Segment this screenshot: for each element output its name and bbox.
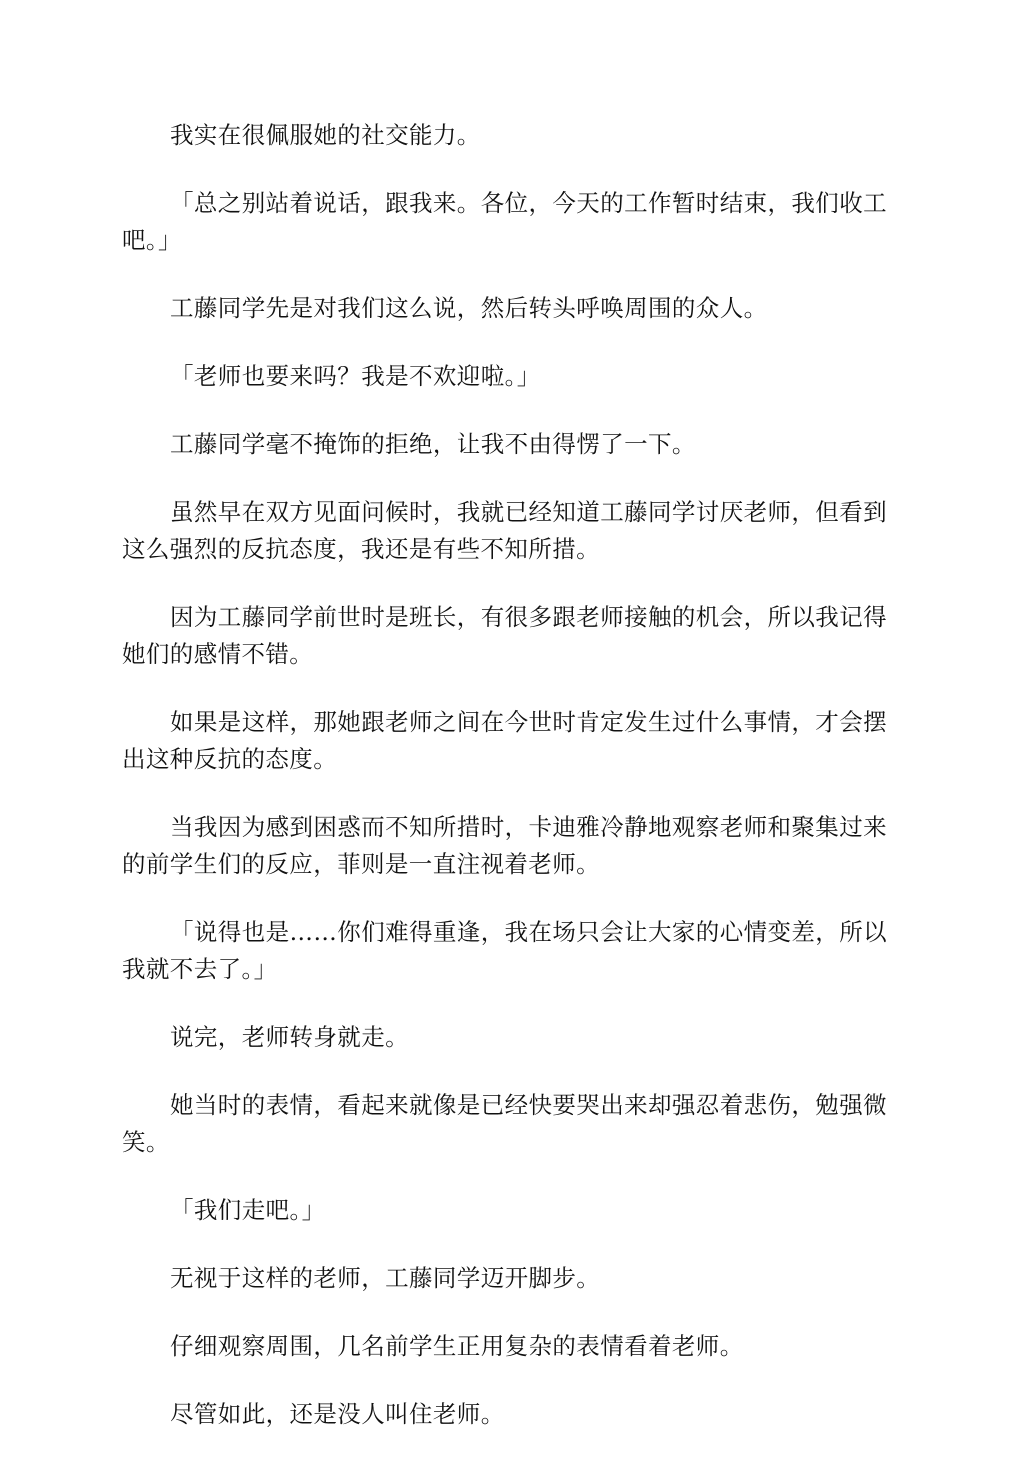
paragraph: 因为工藤同学前世时是班长，有很多跟老师接触的机会，所以我记得她们的感情不错。 — [122, 603, 887, 668]
paragraph: 说完，老师转身就走。 — [170, 1023, 409, 1051]
paragraph: 当我因为感到困惑而不知所措时，卡迪雅冷静地观察老师和聚集过来的前学生们的反应，菲则是一直注视着老师。 — [122, 813, 887, 878]
paragraph: 虽然早在双方见面问候时，我就已经知道工藤同学讨厌老师，但看到这么强烈的反抗态度，我还是有些不知所措。 — [122, 498, 887, 563]
paragraph: 「说得也是……你们难得重逢，我在场只会让大家的心情变差，所以我就不去了。」 — [122, 918, 887, 983]
paragraph: 仔细观察周围，几名前学生正用复杂的表情看着老师。 — [170, 1332, 744, 1360]
paragraph: 「总之别站着说话，跟我来。各位，今天的工作暂时结束，我们收工吧。」 — [122, 189, 887, 254]
paragraph: 如果是这样，那她跟老师之间在今世时肯定发生过什么事情，才会摆出这种反抗的态度。 — [122, 708, 887, 773]
paragraph: 我实在很佩服她的社交能力。 — [170, 121, 481, 149]
paragraph: 尽管如此，还是没人叫住老师。 — [170, 1400, 505, 1428]
paragraph: 无视于这样的老师，工藤同学迈开脚步。 — [170, 1264, 601, 1292]
paragraph: 工藤同学先是对我们这么说，然后转头呼唤周围的众人。 — [170, 294, 768, 322]
paragraph: 工藤同学毫不掩饰的拒绝，让我不由得愣了一下。 — [170, 430, 696, 458]
paragraph: 「老师也要来吗？我是不欢迎啦。」 — [170, 362, 541, 390]
paragraph: 「我们走吧。」 — [170, 1196, 326, 1224]
paragraph: 她当时的表情，看起来就像是已经快要哭出来却强忍着悲伤，勉强微笑。 — [122, 1091, 887, 1156]
document-page — [122, 117, 898, 1464]
